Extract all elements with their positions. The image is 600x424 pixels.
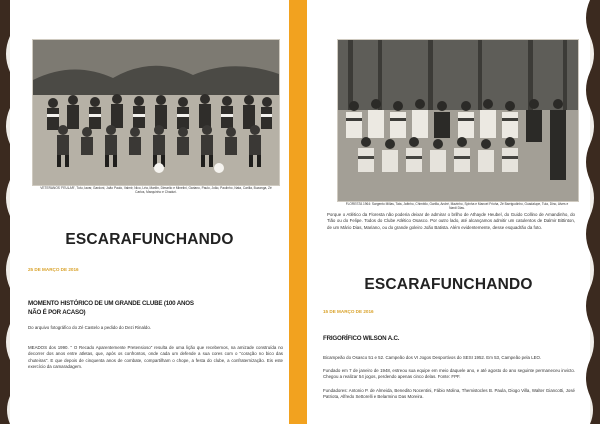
left-photo-caption: VETERANOS 'FEULAR', Tutu, Iavar, Gardoni, João Paulo, Valmir, Nico, Léa, Marilin, Dimarlio e Minelini, Gariano, Paulo, João, Paulinho, Nata, Carilla, Buzanga, Zé Carlos, Marquinho e Chaduri. <box>40 186 272 194</box>
right-page-paragraph-3: Fundadores: Antonio P. de Almeida, Benedito Nocentini, Fábio Molina, Themistocles B. Paula, Diogo Villa, Walter Giancotti, José Patriota, Alfredo Settorelli e Belarmino Das Moreira. <box>323 388 575 400</box>
left-page <box>10 0 289 424</box>
left-page-subtitle: MOMENTO HISTÓRICO DE UM GRANDE CLUBE (100 ANOS NÃO É POR ACASO) <box>28 300 194 316</box>
page-divider-band <box>289 0 307 424</box>
left-page-heading: ESCARAFUNCHANDO <box>65 231 234 248</box>
right-photo-caption: FLORESTA 1964: Sargento Millas, Tata, Jafinho, Chimbilo, Garilla, André, Mazinho, Spinha e Manoel Frioha, Zé Barrigudinho, Guadalupe, Tuia, Dino, Alves e Nardi Dias. <box>345 202 569 210</box>
floresta-team-photo <box>337 39 579 202</box>
right-page-intro: Porque o Atlético da Floresta não poderia deixar de admirar o brilho de Athayde Heubel, do Guido Collino de Amandinho, do Tião ou do Felipe. Todos do Clube Atlético Osasco. Por outro lado, até alcançamos admitir um catulentos de Dalmir Bittinton, de um Mário Dias, Mariano, ou do grande goleiro João Batista. Além evidentemente, desse esquadrão da foto. <box>327 212 575 230</box>
veterans-team-photo <box>32 39 280 186</box>
right-page-heading: ESCARAFUNCHANDO <box>364 276 533 293</box>
right-page-subtitle: FRIGORÍFICO WILSON A.C. <box>323 335 400 342</box>
right-page-paragraph-1: Bicampeão do Osasco 51 e 52. Campeão dos VI Jogos Desportivos do SESI 1952. Em 53, Campeão pela LEO. <box>323 355 542 360</box>
left-page-paragraph-2: MEADOS dos 1990. " O Recado Aparentemente Pretensioso" resulta de uma lição que recebemos, na amizade construída no decorrer dos anos entre atletas, que, após os confrontos, onde cada um defende a sua cores com o "coração no bico das chuteiras". E que depois de cinquenta anos de combate, compartilham o chope, a festa do clube, a confraternização. Eis este exercício da camaradagem. <box>28 345 283 369</box>
right-page <box>307 0 590 424</box>
left-page-date: 25 DE MARÇO DE 2016 <box>28 267 79 272</box>
right-wavy-border <box>576 0 600 424</box>
right-page-paragraph-2: Fundado em 7 de janeiro de 1948, estreou sua equipe em meio daquele ano, e até agosto do ano seguinte permaneceu invicto. Chegou a realizar 54 jogos, perdendo apenas cinco delas. Fonte: FPF. <box>323 368 575 380</box>
left-page-paragraph-1: Do arquivo fotográfico do Zé Castelo a pedido do Dezi Rinaldo. <box>28 325 152 330</box>
right-page-date: 15 DE MARÇO DE 2016 <box>323 309 374 314</box>
